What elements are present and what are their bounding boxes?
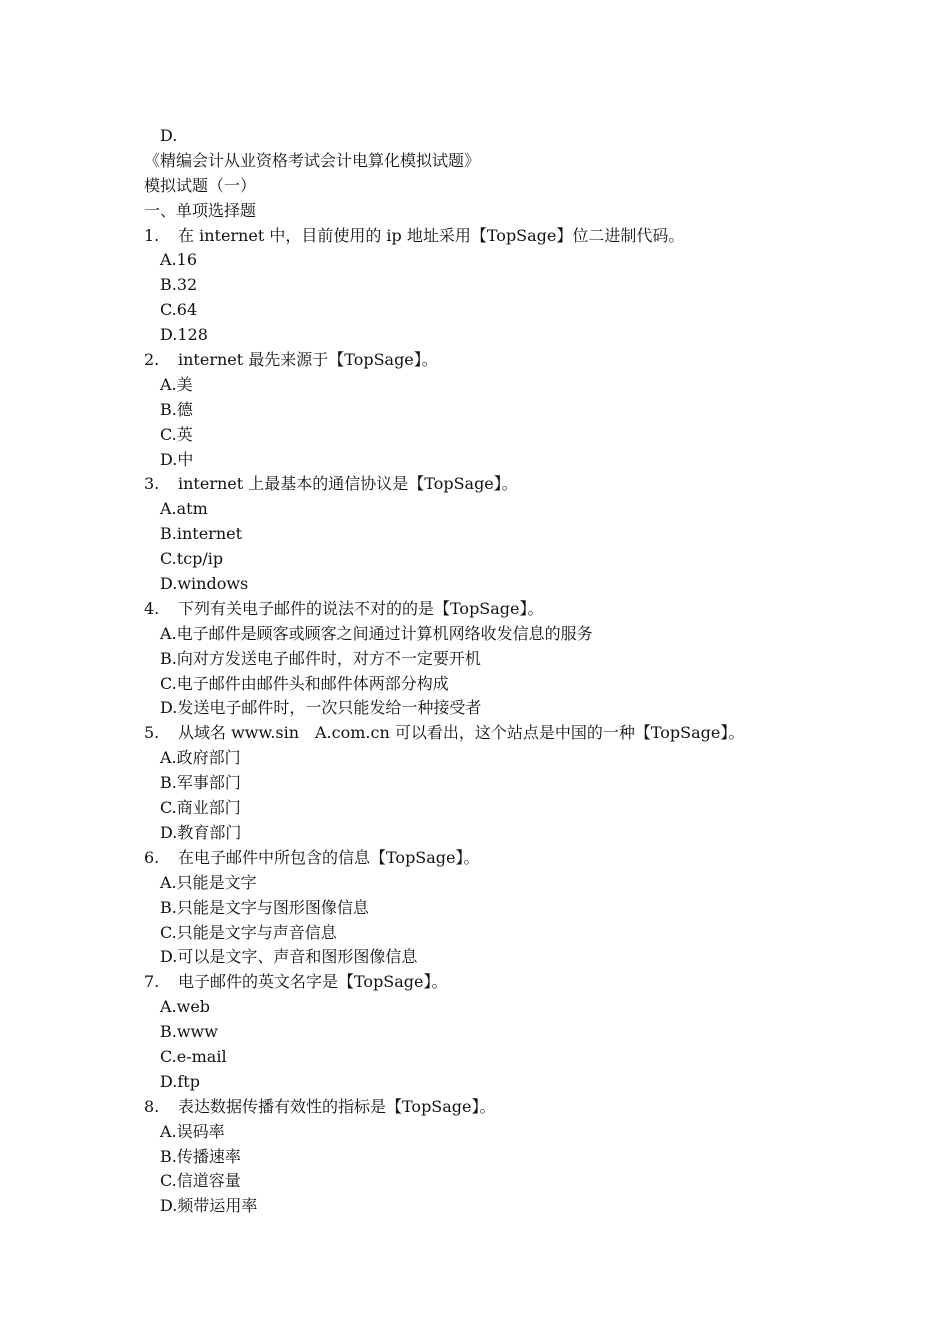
question-text: 电子邮件的英文名字是【TopSage】。 — [178, 972, 448, 992]
answer-option: B.军事部门 — [160, 773, 241, 793]
answer-option: C.64 — [160, 300, 198, 320]
answer-option: A.电子邮件是顾客或顾客之间通过计算机网络收发信息的服务 — [160, 623, 593, 643]
question-number: 5. — [144, 723, 160, 743]
question-text: 表达数据传播有效性的指标是【TopSage】。 — [178, 1096, 496, 1116]
question-text: 在电子邮件中所包含的信息【TopSage】。 — [178, 847, 480, 867]
document-title: 《精编会计从业资格考试会计电算化模拟试题》 — [144, 150, 481, 170]
answer-option: D.ftp — [160, 1071, 200, 1091]
answer-option: D.可以是文字、声音和图形图像信息 — [160, 947, 418, 967]
question-stem — [144, 846, 884, 871]
question-text: 下列有关电子邮件的说法不对的的是【TopSage】。 — [178, 598, 544, 618]
answer-option: D.中 — [160, 449, 194, 469]
question-stem — [144, 597, 884, 622]
question-number: 1. — [144, 225, 160, 245]
question-text: internet 上最基本的通信协议是【TopSage】。 — [178, 474, 518, 494]
question-number: 4. — [144, 598, 160, 618]
document-body — [144, 124, 884, 1219]
answer-option: B.www — [160, 1022, 218, 1042]
question-number: 2. — [144, 350, 160, 370]
question-stem — [144, 472, 884, 497]
answer-option: D.windows — [160, 574, 249, 594]
answer-option: A.16 — [160, 250, 197, 270]
answer-option: D.128 — [160, 325, 208, 345]
question-text: internet 最先来源于【TopSage】。 — [178, 350, 438, 370]
question-text: 从域名 www.sin A.com.cn 可以看出，这个站点是中国的一种【TopSage】。 — [178, 723, 745, 743]
answer-option: D.频带运用率 — [160, 1196, 258, 1216]
answer-option: D.教育部门 — [160, 822, 242, 842]
answer-option: B.只能是文字与图形图像信息 — [160, 897, 369, 917]
section-title: 一、单项选择题 — [144, 200, 257, 220]
question-stem — [144, 348, 884, 373]
question-text: 在 internet 中，目前使用的 ip 地址采用【TopSage】位二进制代码。 — [178, 225, 685, 245]
question-stem — [144, 721, 884, 746]
answer-option: A.误码率 — [160, 1121, 225, 1141]
answer-option: A.atm — [160, 499, 208, 519]
question-stem — [144, 970, 884, 995]
leading-option: D. — [160, 126, 178, 145]
answer-option: B.向对方发送电子邮件时，对方不一定要开机 — [160, 648, 481, 668]
answer-option: A.政府部门 — [160, 748, 241, 768]
answer-option: C.信道容量 — [160, 1171, 241, 1191]
question-stem — [144, 1095, 884, 1120]
answer-option: C.英 — [160, 424, 193, 444]
answer-option: B.传播速率 — [160, 1146, 241, 1166]
question-number: 3. — [144, 474, 160, 494]
question-number: 7. — [144, 972, 160, 992]
answer-option: B.internet — [160, 524, 243, 544]
answer-option: C.e-mail — [160, 1046, 227, 1066]
answer-option: B.32 — [160, 275, 198, 295]
answer-option: A.web — [160, 997, 211, 1017]
answer-option: C.只能是文字与声音信息 — [160, 922, 337, 942]
answer-option: C.商业部门 — [160, 798, 241, 818]
answer-option: C.电子邮件由邮件头和邮件体两部分构成 — [160, 673, 449, 693]
question-stem — [144, 224, 884, 249]
answer-option: A.只能是文字 — [160, 872, 257, 892]
question-number: 8. — [144, 1096, 160, 1116]
exam-title: 模拟试题（一） — [144, 175, 257, 195]
answer-option: B.德 — [160, 399, 193, 419]
answer-option: D.发送电子邮件时，一次只能发给一种接受者 — [160, 698, 482, 718]
question-list — [144, 224, 884, 1220]
answer-option: C.tcp/ip — [160, 549, 224, 569]
question-number: 6. — [144, 847, 160, 867]
answer-option: A.美 — [160, 374, 193, 394]
